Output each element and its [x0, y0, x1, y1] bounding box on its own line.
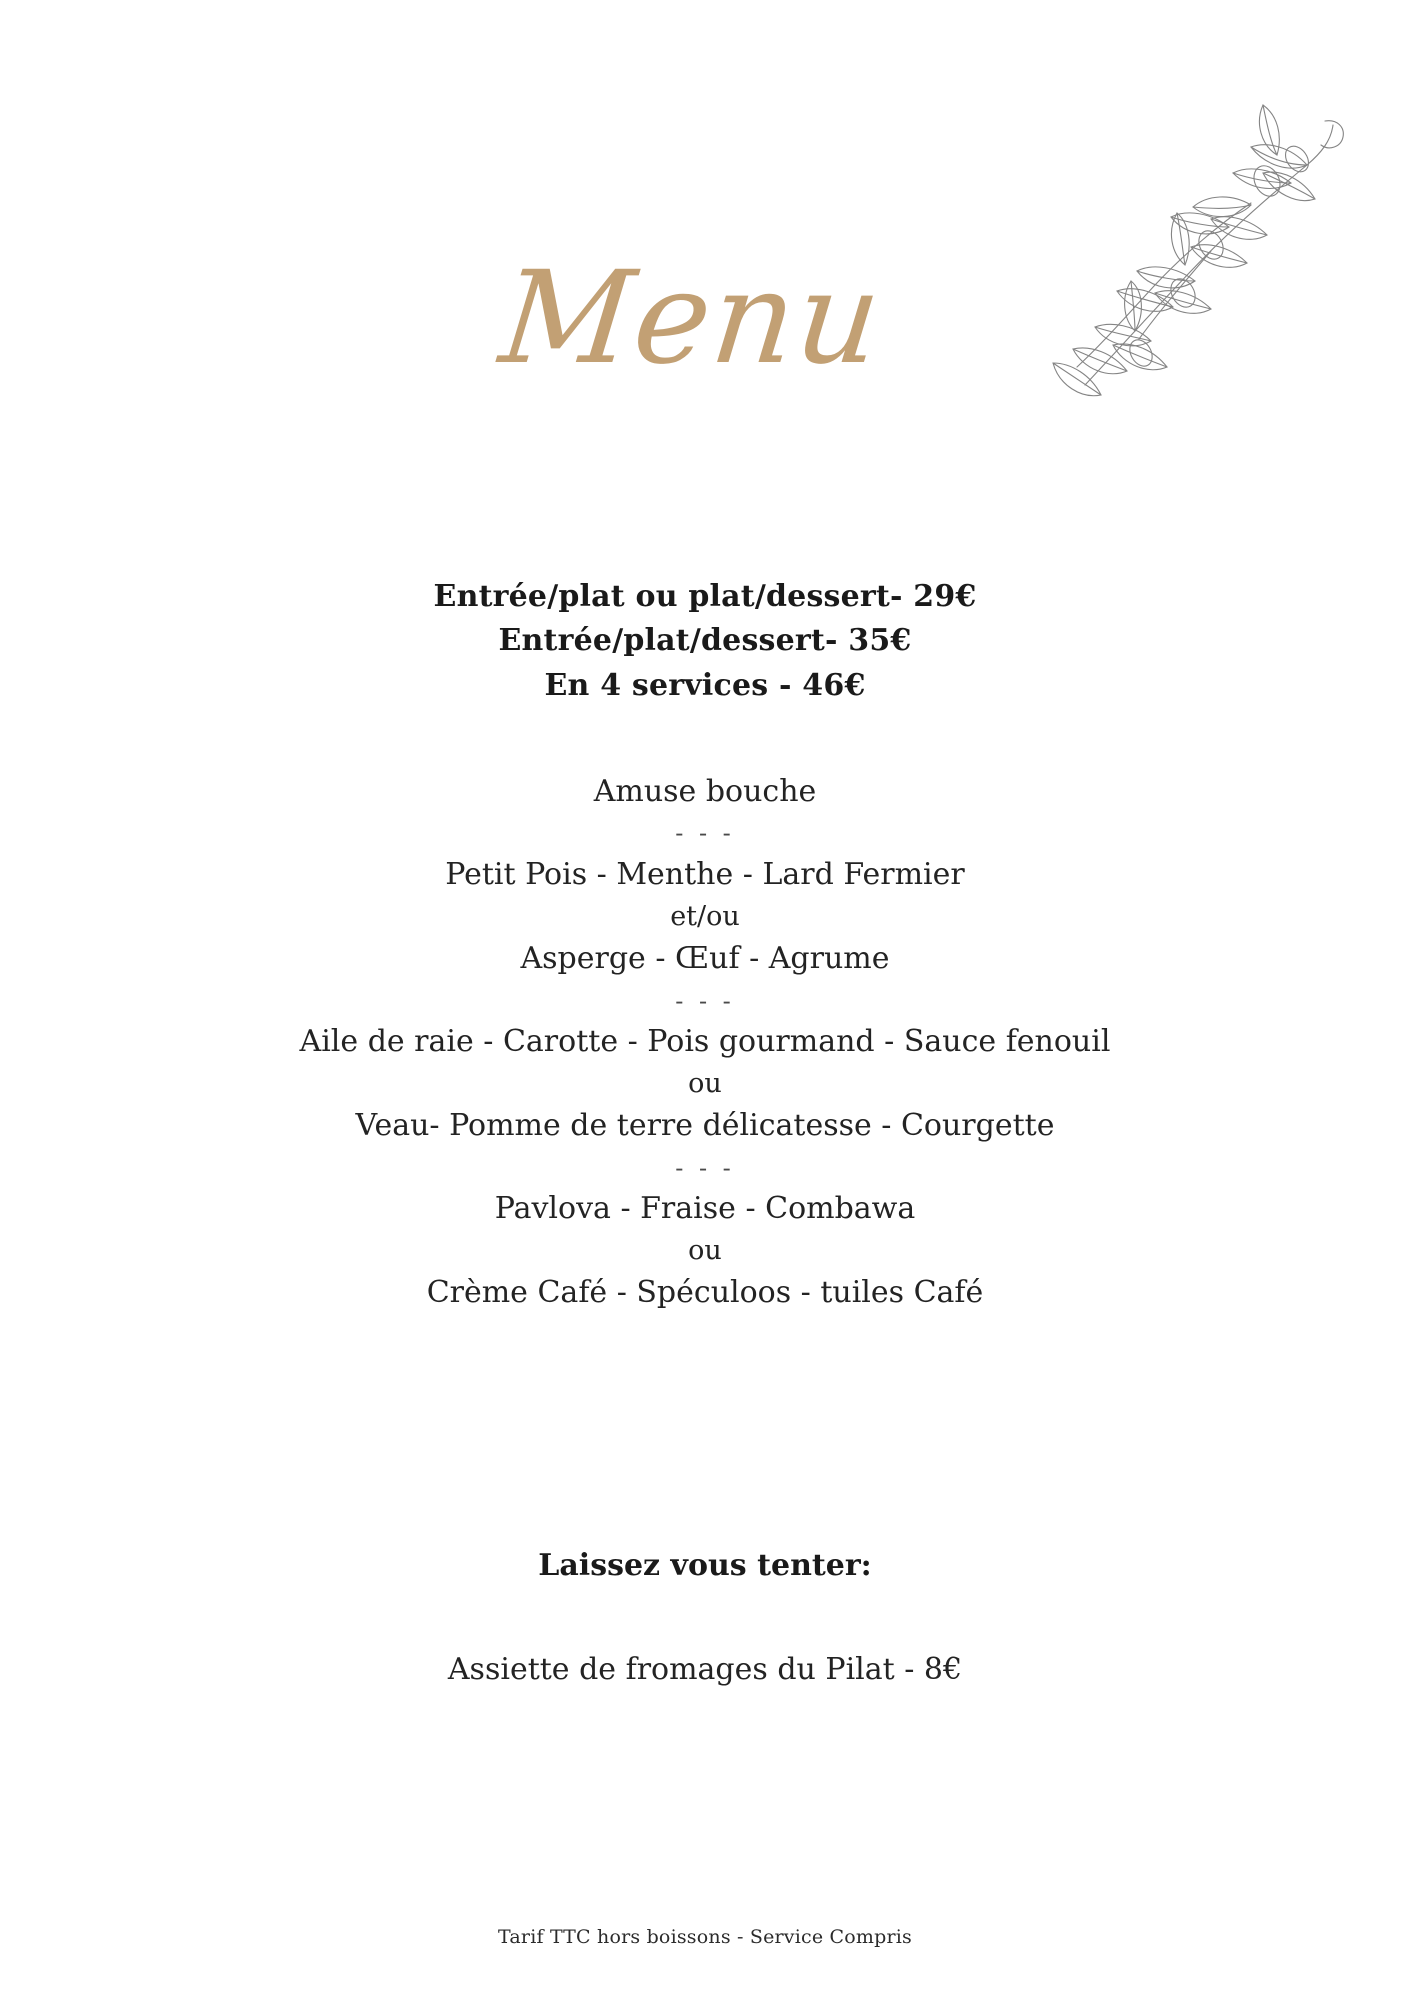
- course-item: Amuse bouche: [593, 774, 817, 809]
- page-title: Menu: [493, 244, 890, 393]
- pricing-block: [0, 575, 1410, 708]
- footer: [0, 1926, 1410, 1948]
- footer-note: Tarif TTC hors boissons - Service Compris: [497, 1926, 913, 1948]
- title-container: [0, 0, 1410, 393]
- course-conjunction: ou: [688, 1235, 722, 1267]
- course-item: Asperge - Œuf - Agrume: [520, 941, 890, 977]
- course-separator: - - -: [675, 986, 735, 1015]
- courses-list: [0, 770, 1410, 1316]
- price-option: En 4 services - 46€: [544, 667, 866, 703]
- price-option: Entrée/plat/dessert- 35€: [498, 623, 912, 659]
- extras-heading: Laissez vous tenter:: [538, 1548, 872, 1583]
- course-item: Crème Café - Spéculoos - tuiles Café: [426, 1275, 984, 1311]
- course-item: Petit Pois - Menthe - Lard Fermier: [445, 856, 965, 892]
- price-option: Entrée/plat ou plat/dessert- 29€: [433, 579, 977, 614]
- course-item: Pavlova - Fraise - Combawa: [494, 1191, 916, 1227]
- course-conjunction: ou: [688, 1068, 722, 1100]
- course-separator: - - -: [675, 1153, 735, 1182]
- course-item: Veau- Pomme de terre délicatesse - Courgette: [355, 1108, 1055, 1144]
- course-item: Aile de raie - Carotte - Pois gourmand - Sauce fenouil: [299, 1023, 1111, 1059]
- course-conjunction: et/ou: [670, 901, 740, 933]
- course-separator: - - -: [675, 819, 735, 848]
- extras-item: Assiette de fromages du Pilat - 8€: [447, 1652, 963, 1687]
- extras-block: [0, 1545, 1410, 1691]
